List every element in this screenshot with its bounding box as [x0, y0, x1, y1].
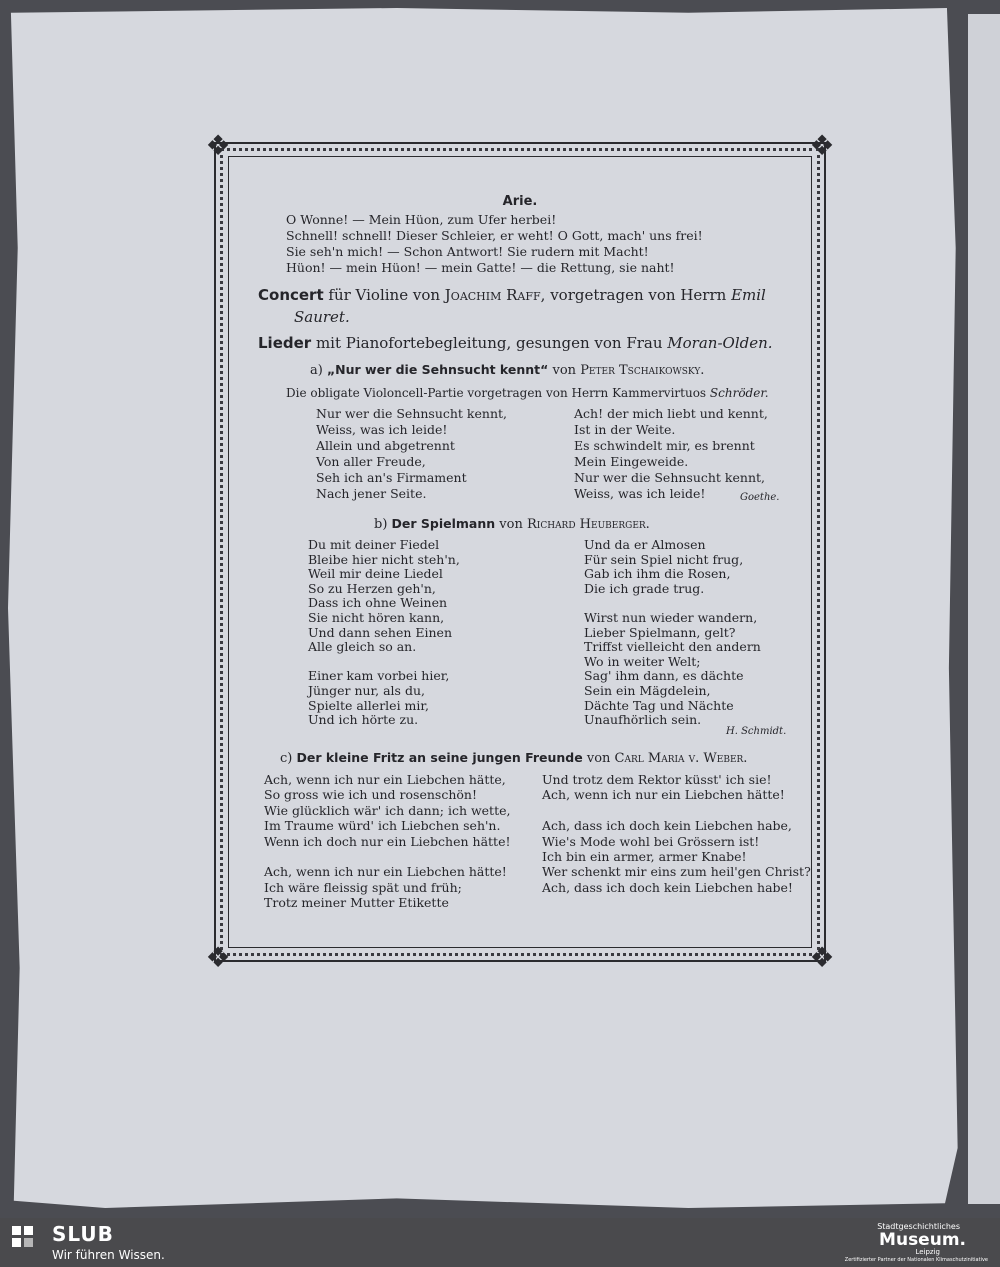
song-a-title: „Nur wer die Sehnsucht kennt“ [326, 362, 549, 377]
lieder-entry: Lieder mit Pianofortebegleitung, gesungen von Frau Moran-Olden. [258, 334, 773, 352]
verse-line [308, 655, 460, 670]
verse-line: Seh ich an's Firmament [316, 470, 467, 485]
arie-title: Arie. [502, 194, 538, 209]
frame-corner-ornament-br: ❖ [809, 941, 835, 974]
verse-line: Du mit deiner Fiedel [308, 537, 440, 552]
song-b-heading: b) Der Spielmann von Richard Heuberger. [374, 516, 650, 532]
song-b-verse-left [308, 538, 460, 728]
slub-name[interactable]: SLUB [52, 1222, 114, 1246]
verse-line: Lieber Spielmann, gelt? [584, 624, 736, 640]
verse-line: Ich wäre fleissig spät und früh; [264, 879, 462, 895]
song-c-verse-left [264, 772, 510, 911]
slub-tagline: Wir führen Wissen. [52, 1248, 165, 1262]
frame-corner-ornament-tr: ❖ [809, 129, 835, 162]
frame-corner-ornament-tl: ❖ [205, 129, 231, 162]
verse-line: Trotz meiner Mutter Etikette [264, 895, 449, 911]
verse-line: Ach, dass ich doch kein Liebchen habe! [542, 879, 793, 895]
concert-label: Concert [258, 286, 324, 304]
verse-line: Mein Eingeweide. [574, 454, 689, 469]
author-goethe: Goethe. [740, 492, 780, 503]
verse-line: Hüon! — mein Hüon! — mein Gatte! — die Rettung, sie naht! [286, 260, 675, 275]
verse-line: Triffst vielleicht den andern [584, 639, 761, 655]
verse-line: Für sein Spiel nicht frug, [584, 551, 744, 567]
performer-schroeder: Schröder. [709, 386, 769, 400]
song-c-verse-right [542, 772, 811, 895]
verse-line: Wie's Mode wohl bei Grössern ist! [542, 833, 760, 849]
verse-line: Und dann sehen Einen [308, 624, 452, 640]
museum-name[interactable]: Museum. [879, 1230, 966, 1250]
song-a-verse-right [574, 406, 768, 502]
song-b-title: Der Spielmann [391, 516, 496, 531]
verse-line: Weiss, was ich leide! [316, 422, 448, 437]
lieder-label: Lieder [258, 334, 312, 352]
next-page-edge [968, 14, 1000, 1204]
song-c-title: Der kleine Fritz an seine jungen Freunde [296, 750, 583, 765]
verse-line: Es schwindelt mir, es brennt [574, 438, 755, 453]
song-a-verse-left [316, 406, 507, 502]
frame-corner-ornament-bl: ❖ [205, 941, 231, 974]
verse-line: Sie seh'n mich! — Schon Antwort! Sie rudern mit Macht! [286, 244, 649, 259]
author-schmidt: H. Schmidt. [726, 726, 787, 737]
verse-line: Und da er Almosen [584, 537, 706, 552]
verse-line: Nur wer die Sehnsucht kennt, [316, 406, 507, 421]
museum-city: Leipzig [915, 1248, 940, 1256]
verse-line: Ach, wenn ich nur ein Liebchen hätte! [542, 787, 785, 803]
verse-line: Sag' ihm dann, es dächte [584, 668, 744, 684]
verse-line: Und ich hörte zu. [308, 712, 419, 728]
verse-line: Weil mir deine Liedel [308, 566, 443, 582]
verse-line: Im Traume würd' ich Liebchen seh'n. [264, 818, 501, 834]
verse-line [542, 803, 811, 818]
verse-line: Wirst nun wieder wandern, [584, 609, 758, 625]
verse-line: Spielte allerlei mir, [308, 697, 429, 713]
composer-tschaikowsky: Peter Tschaikowsky. [580, 363, 705, 378]
verse-line: Nur wer die Sehnsucht kennt, [574, 470, 765, 485]
composer-raff: Joachim Raff [444, 286, 541, 304]
verse-line: Allein und abgetrennt [316, 438, 455, 453]
song-a-heading: a) „Nur wer die Sehnsucht kennt“ von Peter Tschaikowsky. [310, 362, 705, 378]
verse-line: Wo in weiter Welt; [584, 653, 701, 669]
viewer-footer [0, 1218, 1000, 1267]
performer-sauret-1: Emil [731, 286, 766, 304]
composer-heuberger: Richard Heuberger. [526, 517, 650, 532]
slub-logo-icon [12, 1226, 34, 1248]
song-c-heading: c) Der kleine Fritz an seine jungen Freunde von Carl Maria v. Weber. [280, 750, 748, 766]
verse-line: Ach, dass ich doch kein Liebchen habe, [542, 818, 792, 834]
verse-line: Sie nicht hören kann, [308, 609, 445, 625]
verse-line: Sein ein Mägdelein, [584, 682, 711, 698]
verse-line: Dächte Tag und Nächte [584, 697, 734, 713]
performer-moran-olden: Moran-Olden. [667, 334, 773, 352]
verse-line: Ich bin ein armer, armer Knabe! [542, 849, 747, 865]
verse-line: Unaufhörlich sein. [584, 712, 702, 728]
song-b-verse-right [584, 538, 761, 728]
verse-line: So zu Herzen geh'n, [308, 580, 436, 596]
verse-line: Einer kam vorbei hier, [308, 668, 450, 684]
verse-line: Ach! der mich liebt und kennt, [574, 406, 768, 421]
verse-line: Ist in der Weite. [574, 422, 676, 437]
composer-weber: Carl Maria v. Weber. [614, 751, 748, 766]
verse-line [264, 849, 510, 864]
verse-line: Von aller Freude, [316, 454, 426, 469]
verse-line: Alle gleich so an. [308, 639, 417, 655]
verse-line [584, 596, 761, 611]
verse-line: Schnell! schnell! Dieser Schleier, er weht! O Gott, mach' uns frei! [286, 228, 703, 243]
verse-line: Weiss, was ich leide! [574, 486, 706, 501]
arie-verse [286, 212, 703, 276]
museum-certification-note: Zertifizierter Partner der Nationalen Klimaschutzinitiative [844, 1257, 988, 1263]
verse-line: O Wonne! — Mein Hüon, zum Ufer herbei! [286, 212, 557, 227]
verse-line: So gross wie ich und rosenschön! [264, 787, 477, 803]
concert-entry: Concert für Violine von Joachim Raff, vorgetragen von Herrn Emil Sauret. [258, 286, 766, 326]
verse-line: Ach, wenn ich nur ein Liebchen hätte, [264, 772, 506, 787]
verse-line: Wie glücklich wär' ich dann; ich wette, [264, 802, 511, 818]
verse-line: Jünger nur, als du, [308, 682, 425, 698]
verse-line: Ach, wenn ich nur ein Liebchen hätte! [264, 864, 507, 880]
performer-sauret-2: Sauret. [294, 308, 350, 326]
verse-line: Gab ich ihm die Rosen, [584, 566, 731, 582]
verse-line: Bleibe hier nicht steh'n, [308, 551, 460, 567]
verse-line: Nach jener Seite. [316, 486, 427, 501]
verse-line: Wenn ich doch nur ein Liebchen hätte! [264, 833, 511, 849]
verse-line: Und trotz dem Rektor küsst' ich sie! [542, 772, 772, 787]
verse-line: Die ich grade trug. [584, 580, 705, 596]
song-a-note: Die obligate Violoncell-Partie vorgetragen von Herrn Kammervirtuos Schröder. [286, 386, 769, 400]
museum-prefix: Stadtgeschichtliches [877, 1222, 960, 1231]
verse-line: Wer schenkt mir eins zum heil'gen Christ? [542, 864, 811, 880]
verse-line: Dass ich ohne Weinen [308, 595, 448, 611]
